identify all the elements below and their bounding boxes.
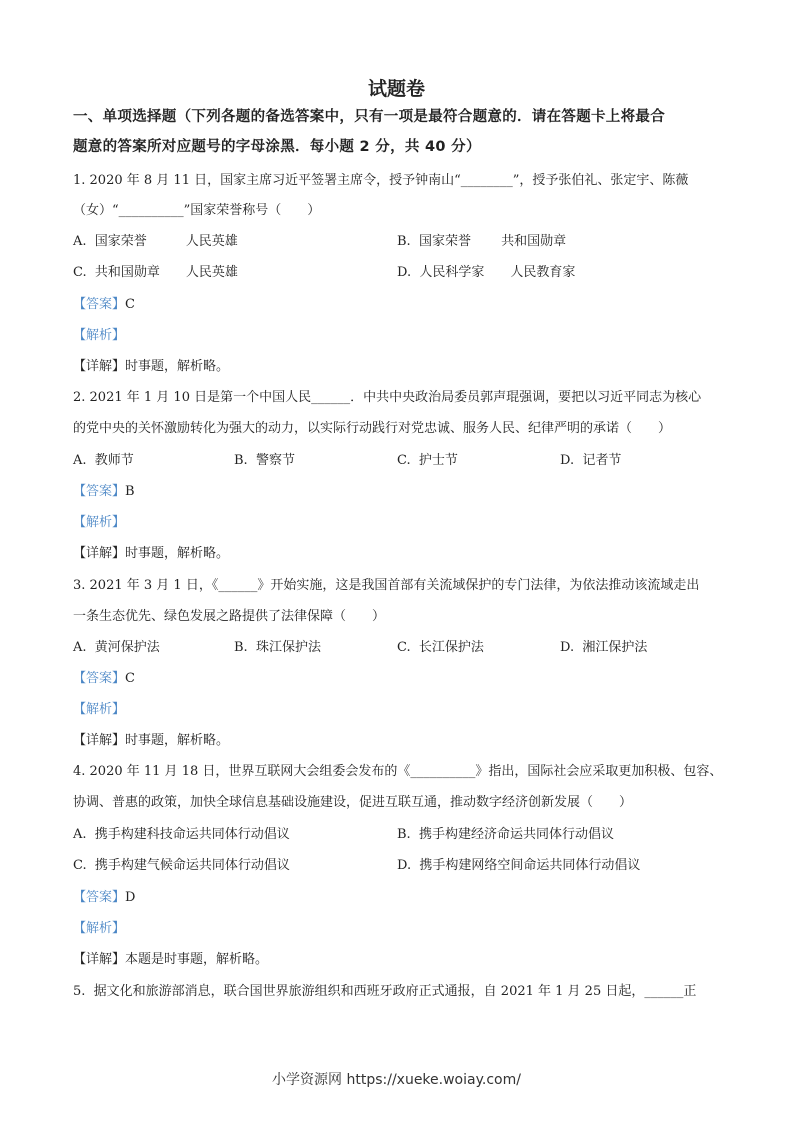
question-1-detail — [73, 358, 229, 376]
question-2-line2: 的党中央的关怀激励转化为强大的动力，以实际行动践行对党忠诚、服务人民、纪律严明的承诺（ ） — [73, 421, 672, 436]
question-3-option-d: D. 湘江保护法 — [560, 640, 648, 655]
detail-label: 【详解】 — [73, 546, 126, 561]
section-heading-line2: 题意的答案所对应题号的字母涂黑．每小题 2 分，共 40 分） — [73, 139, 481, 155]
question-4-detail — [73, 951, 268, 969]
question-3-option-b: B. 珠江保护法 — [234, 640, 321, 655]
section-heading-line1: 一、单项选择题（下列各题的备选答案中，只有一项是最符合题意的．请在答题卡上将最合 — [73, 109, 665, 125]
detail-text: 时事题，解析略。 — [125, 359, 230, 374]
question-2-option-d: D. 记者节 — [560, 453, 622, 468]
question-4-line2: 协调、普惠的政策，加快全球信息基础设施建设，促进互联互通，推动数字经济创新发展（ ） — [73, 795, 633, 810]
question-3-answer — [73, 670, 135, 688]
detail-label: 【详解】 — [73, 952, 126, 967]
question-3-option-a: A. 黄河保护法 — [73, 640, 160, 655]
question-3-detail — [73, 732, 229, 750]
question-1-analysis-label: 【解析】 — [73, 328, 126, 343]
question-3-line2: 一条生态优先、绿色发展之路提供了法律保障（ ） — [73, 609, 386, 624]
question-4-option-b: B. 携手构建经济命运共同体行动倡议 — [397, 827, 614, 842]
question-2-option-b: B. 警察节 — [234, 453, 295, 468]
detail-text: 本题是时事题，解析略。 — [125, 952, 269, 967]
question-3-line1: 3. 2021 年 3 月 1 日，《______》开始实施，这是我国首部有关流域保护的专门法律，为依法推动该流域走出 — [73, 578, 700, 593]
detail-label: 【详解】 — [73, 359, 126, 374]
detail-text: 时事题，解析略。 — [125, 733, 230, 748]
question-2-option-a: A. 教师节 — [73, 453, 134, 468]
question-2-line1: 2. 2021 年 1 月 10 日是第一个中国人民______．中共中央政治局委员郭声琨强调，要把以习近平同志为核心 — [73, 390, 702, 405]
footer-watermark: 小学资源网 https://xueke.woiay.com/ — [272, 1072, 521, 1088]
question-1-answer — [73, 296, 135, 314]
question-1-line1: 1. 2020 年 8 月 11 日，国家主席习近平签署主席令，授予钟南山“________”，授予张伯礼、张定宇、陈薇 — [73, 173, 689, 188]
answer-value: C — [125, 297, 135, 312]
question-4-line1: 4. 2020 年 11 月 18 日，世界互联网大会组委会发布的《__________》指出，国际社会应采取更加积极、包容、 — [73, 764, 723, 779]
detail-text: 时事题，解析略。 — [125, 546, 230, 561]
detail-label: 【详解】 — [73, 733, 126, 748]
question-4-analysis-label: 【解析】 — [73, 921, 126, 936]
question-4-answer — [73, 889, 135, 907]
question-1-line2: （女）“__________”国家荣誉称号（ ） — [73, 203, 321, 218]
question-1-option-c: C. 共和国勋章 人民英雄 — [73, 265, 238, 280]
question-2-analysis-label: 【解析】 — [73, 515, 126, 530]
question-4-option-d: D. 携手构建网络空间命运共同体行动倡议 — [397, 858, 641, 873]
page-title: 试题卷 — [367, 78, 425, 100]
question-1-option-b: B. 国家荣誉 共和国勋章 — [397, 234, 567, 249]
answer-label: 【答案】 — [73, 484, 126, 499]
answer-value: B — [125, 484, 135, 499]
question-3-option-c: C. 长江保护法 — [397, 640, 484, 655]
answer-value: C — [125, 671, 135, 686]
answer-label: 【答案】 — [73, 890, 126, 905]
answer-value: D — [125, 890, 136, 905]
question-2-detail — [73, 545, 229, 563]
answer-label: 【答案】 — [73, 297, 126, 312]
question-2-option-c: C. 护士节 — [397, 453, 458, 468]
question-4-option-c: C. 携手构建气候命运共同体行动倡议 — [73, 858, 290, 873]
question-2-answer — [73, 483, 135, 501]
question-4-option-a: A. 携手构建科技命运共同体行动倡议 — [73, 827, 290, 842]
question-5-line1: 5. 据文化和旅游部消息，联合国世界旅游组织和西班牙政府正式通报，自 2021 年 1 月 25 日起，______正 — [73, 984, 697, 999]
question-3-analysis-label: 【解析】 — [73, 702, 126, 717]
answer-label: 【答案】 — [73, 671, 126, 686]
question-1-option-d: D. 人民科学家 人民教育家 — [397, 265, 576, 280]
question-1-option-a: A. 国家荣誉 人民英雄 — [73, 234, 238, 249]
